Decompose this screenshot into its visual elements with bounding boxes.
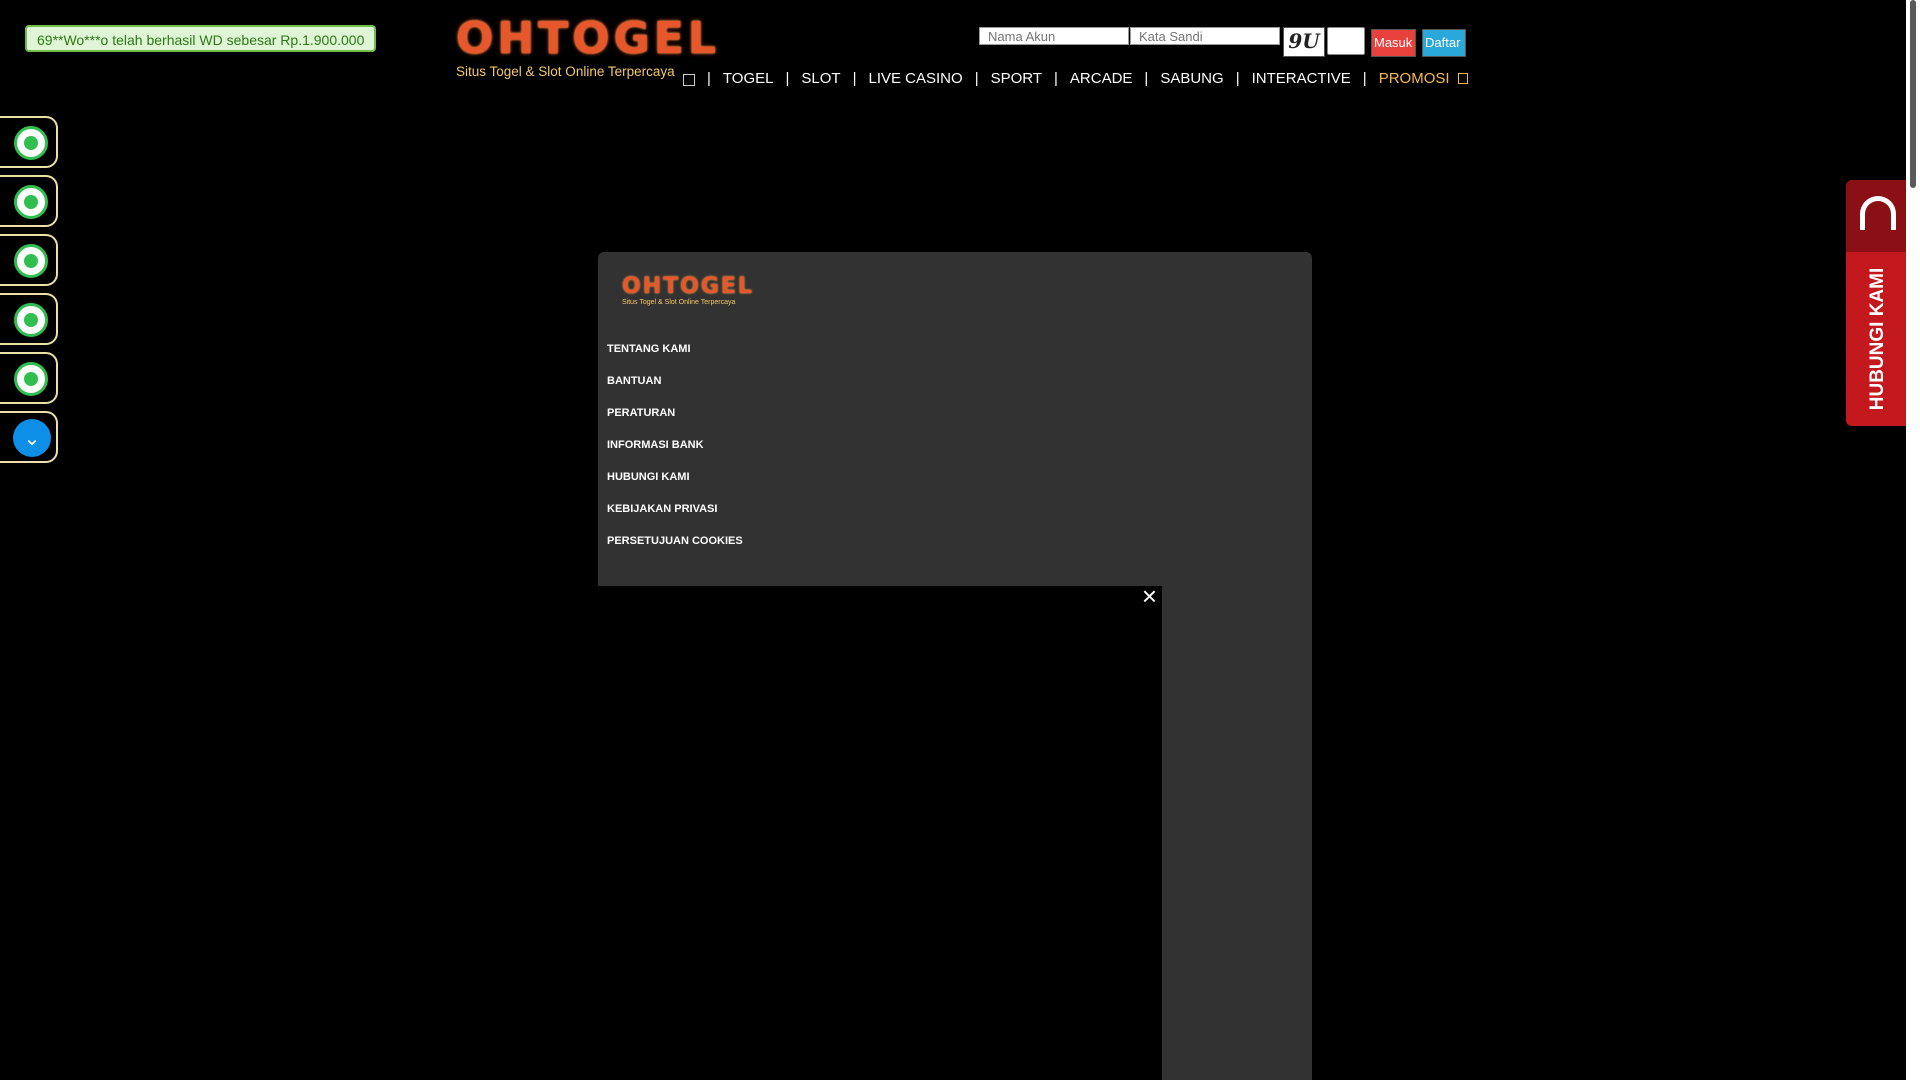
support-label-box (1846, 252, 1910, 426)
link-informasi-bank[interactable]: INFORMASI BANK (607, 439, 704, 451)
support-header (1846, 180, 1910, 252)
nav-item-arcade[interactable]: ARCADE (1069, 70, 1133, 87)
link-peraturan[interactable]: PERATURAN (607, 407, 676, 419)
promo-icon (1458, 73, 1468, 84)
panel-logo-wordmark: OHTOGEL (622, 274, 754, 299)
whatsapp-icon (14, 185, 48, 219)
link-hubungi-kami[interactable]: HUBUNGI KAMI (607, 471, 690, 483)
headset-icon (1860, 196, 1896, 230)
scrollbar-thumb[interactable] (1910, 0, 1916, 188)
side-contact-bar (0, 116, 58, 470)
link-tentang-kami[interactable]: TENTANG KAMI (607, 343, 691, 355)
captcha-image[interactable]: 9U (1283, 27, 1325, 57)
nav-separator: | (1144, 70, 1149, 87)
whatsapp-icon (14, 244, 48, 278)
whatsapp-icon (14, 362, 48, 396)
download-icon: ⌄ (13, 419, 51, 457)
nav-separator: | (1054, 70, 1058, 87)
whatsapp-button[interactable] (0, 234, 58, 286)
panel-logo[interactable] (622, 275, 762, 306)
nav-separator: | (974, 70, 979, 87)
nav-item-sport[interactable]: SPORT (990, 70, 1042, 87)
login-button[interactable]: Masuk (1371, 29, 1416, 57)
password-input[interactable] (1130, 27, 1280, 45)
nav-separator: | (1362, 70, 1367, 87)
logo-wordmark: OHTOGEL (456, 13, 720, 64)
link-kebijakan-privasi[interactable]: KEBIJAKAN PRIVASI (607, 503, 718, 515)
withdraw-notification: 69**Wo***o telah berhasil WD sebesar Rp.1.900.000 (25, 25, 376, 52)
whatsapp-button[interactable] (0, 116, 58, 168)
nav-item-interactive[interactable]: INTERACTIVE (1251, 70, 1351, 87)
main-nav (683, 70, 1468, 87)
logo-tagline: Situs Togel & Slot Online Terpercaya (456, 64, 675, 79)
captcha-input[interactable] (1327, 27, 1365, 55)
nav-separator: | (785, 70, 790, 87)
download-button[interactable] (0, 411, 58, 463)
whatsapp-button[interactable] (0, 175, 58, 227)
nav-separator: | (707, 70, 711, 87)
footer-links (607, 342, 743, 566)
username-input[interactable] (979, 27, 1129, 45)
whatsapp-icon (14, 126, 48, 160)
nav-separator: | (852, 70, 857, 87)
home-icon[interactable] (683, 74, 695, 86)
nav-item-live-casino[interactable]: LIVE CASINO (868, 70, 963, 87)
support-label: HUBUNGI KAMI (1867, 267, 1888, 411)
nav-item-promosi[interactable]: PROMOSI (1378, 70, 1450, 87)
whatsapp-button[interactable] (0, 352, 58, 404)
video-popup (598, 581, 1162, 1080)
link-bantuan[interactable]: BANTUAN (607, 375, 662, 387)
panel-logo-tagline: Situs Togel & Slot Online Terpercaya (622, 299, 736, 306)
whatsapp-icon (14, 303, 48, 337)
page-scrollbar[interactable] (1906, 0, 1920, 1080)
support-tab[interactable] (1846, 180, 1910, 426)
close-icon[interactable]: × (1141, 581, 1157, 611)
nav-item-sabung[interactable]: SABUNG (1160, 70, 1224, 87)
nav-item-togel[interactable]: TOGEL (722, 70, 774, 87)
nav-separator: | (1235, 70, 1240, 87)
link-persetujuan-cookies[interactable]: PERSETUJUAN COOKIES (607, 535, 743, 547)
register-button[interactable]: Daftar (1422, 29, 1466, 57)
whatsapp-button[interactable] (0, 293, 58, 345)
login-form (979, 27, 1466, 57)
nav-item-slot[interactable]: SLOT (801, 70, 841, 87)
site-logo[interactable] (456, 13, 720, 81)
